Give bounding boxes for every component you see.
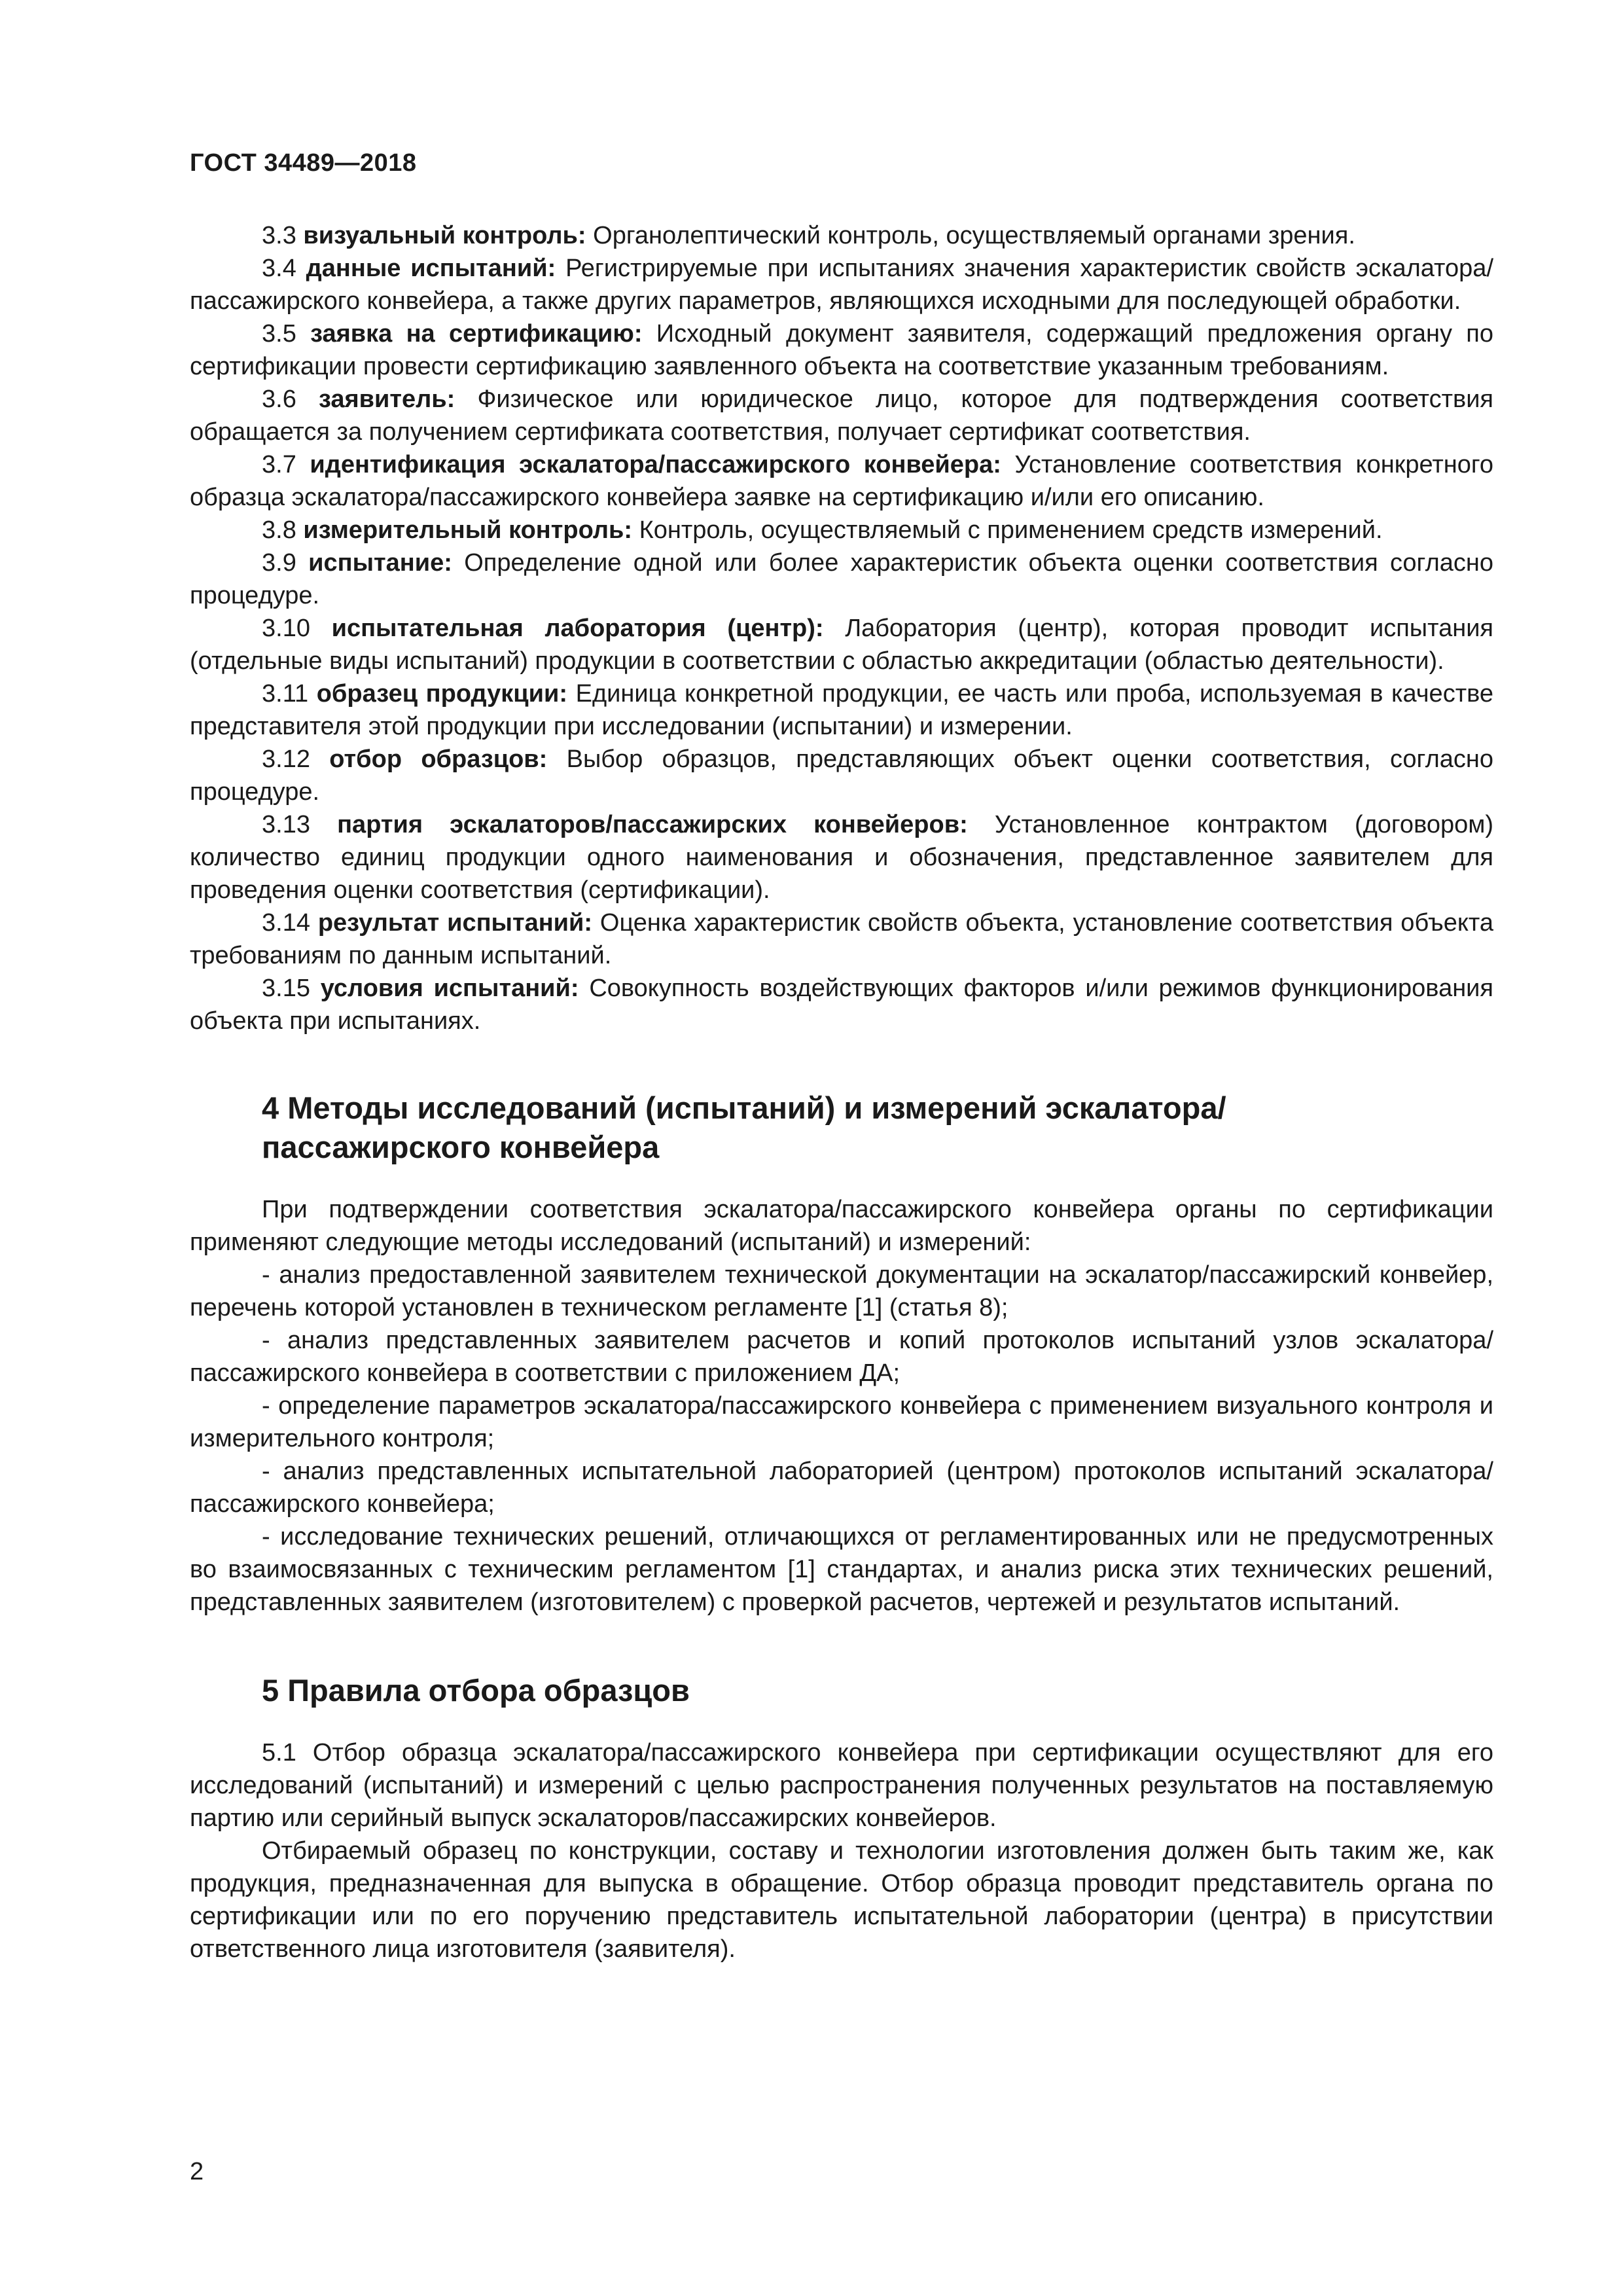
term-item: 3.15 условия испытаний: Совокупность воздействующих факторов и/или режимов функционирования объекта при испытаниях. — [190, 975, 1493, 1035]
term-definition: Определение одной или более характеристик объекта оценки соответствия согласно процедуре. — [190, 549, 1493, 609]
term-item: 3.9 испытание: Определение одной или более характеристик объекта оценки соответствия согласно процедуре. — [190, 549, 1493, 609]
section-5-heading: 5 Правила отбора образцов — [262, 1673, 690, 1708]
term-title: измерительный контроль: — [303, 516, 632, 544]
term-definition: Оценка характеристик свойств объекта, установление соответствия объекта требованиям по данным испытаний. — [190, 909, 1493, 969]
list-item: - определение параметров эскалатора/пассажирского конвейера с применением визуального контроля и измерительного контроля; — [190, 1392, 1493, 1452]
term-title: заявитель: — [318, 386, 455, 413]
term-item: 3.13 партия эскалаторов/пассажирских конвейеров: Установленное контрактом (договором) количество единиц продукции одного наименования и обозначения, представленное заявителем для проведения оценки соответствия (сертификации). — [190, 811, 1494, 904]
term-item: 3.5 заявка на сертификацию: Исходный документ заявителя, содержащий предложения органу по сертификации провести сертификацию заявленного объекта на соответствие указанным требованиям. — [190, 320, 1493, 380]
term-title: идентификация эскалатора/пассажирского конвейера: — [310, 451, 1001, 478]
term-definition: Исходный документ заявителя, содержащий предложения органу по сертификации провести сертификацию заявленного объекта на соответствие указанным требованиям. — [190, 320, 1493, 380]
section-5-paragraph: Отбираемый образец по конструкции, составу и технологии изготовления должен быть таким же, как продукция, предназначенная для выпуска в обращение. Отбор образца проводит представитель органа по сертификации или по его поручению представитель испытательной лаборатории (центра) в присутствии ответственного лица изготовителя (заявителя). — [190, 1837, 1493, 1963]
term-definition: Регистрируемые при испытаниях значения характеристик свойств эскалатора/пассажирского конвейера, а также других параметров, являющихся исходными для последующей обработки. — [190, 255, 1493, 315]
document-header: ГОСТ 34489—2018 — [190, 149, 417, 177]
term-item: 3.14 результат испытаний: Оценка характеристик свойств объекта, установление соответствия объекта требованиям по данным испытаний. — [190, 909, 1493, 969]
term-title: визуальный контроль: — [303, 222, 586, 249]
page-number: 2 — [190, 2158, 204, 2185]
term-title: образец продукции: — [316, 680, 568, 708]
document-body — [190, 219, 1493, 1965]
term-item: 3.6 заявитель: Физическое или юридическое лицо, которое для подтверждения соответствия обращается за получением сертификата соответствия, получает сертификат соответствия. — [190, 386, 1493, 446]
term-item: 3.11 образец продукции: Единица конкретной продукции, ее часть или проба, используемая в качестве представителя этой продукции при исследовании (испытании) и измерении. — [190, 680, 1493, 740]
term-item: 3.7 идентификация эскалатора/пассажирского конвейера: Установление соответствия конкретного образца эскалатора/пассажирского конвейера заявке на сертификацию и/или его описанию. — [190, 451, 1494, 511]
section-4-heading: 4 Методы исследований (испытаний) и измерений эскалатора/ пассажирского конвейера — [262, 1090, 1226, 1164]
term-title: результат испытаний: — [317, 909, 593, 937]
term-definition: Физическое или юридическое лицо, которое для подтверждения соответствия обращается за получением сертификата соответствия, получает сертификат соответствия. — [190, 386, 1493, 446]
term-title: условия испытаний: — [320, 975, 579, 1002]
term-title: испытание: — [308, 549, 452, 577]
term-item: 3.8 измерительный контроль: Контроль, осуществляемый с применением средств измерений. — [262, 516, 1383, 544]
term-title: отбор образцов: — [329, 745, 548, 773]
term-definition: Органолептический контроль, осуществляемый органами зрения. — [593, 222, 1355, 249]
list-item: - анализ предоставленной заявителем технической документации на эскалатор/пассажирский конвейер, перечень которой установлен в техническом регламенте [1] (статья 8); — [190, 1261, 1493, 1321]
term-item: 3.3 визуальный контроль: Органолептический контроль, осуществляемый органами зрения. — [262, 222, 1355, 249]
term-definition: Установленное контрактом (договором) количество единиц продукции одного наименования и обозначения, представленное заявителем для проведения оценки соответствия (сертификации). — [190, 811, 1494, 904]
term-title: испытательная лаборатория (центр): — [331, 615, 824, 642]
term-item: 3.10 испытательная лаборатория (центр): Лаборатория (центр), которая проводит испытания (отдельные виды испытаний) продукции в соответствии с областью аккредитации (областью деятельности). — [190, 615, 1494, 675]
term-title: заявка на сертификацию: — [310, 320, 643, 348]
term-item: 3.4 данные испытаний: Регистрируемые при испытаниях значения характеристик свойств эскалатора/пассажирского конвейера, а также других параметров, являющихся исходными для последующей обработки. — [190, 255, 1493, 315]
list-item: - исследование технических решений, отличающихся от регламентированных или не предусмотренных во взаимосвязанных с техническим регламентом [1] стандартах, и анализ риска этих технических решений, представленных заявителем (изготовителем) с проверкой расчетов, чертежей и результатов испытаний. — [190, 1523, 1493, 1616]
term-definition: Совокупность воздействующих факторов и/или режимов функционирования объекта при испытаниях. — [190, 975, 1493, 1035]
section-5-paragraph: 5.1 Отбор образца эскалатора/пассажирского конвейера при сертификации осуществляют для его исследований (испытаний) и измерений с целью распространения полученных результатов на поставляемую партию или серийный выпуск эскалаторов/пассажирских конвейеров. — [190, 1739, 1493, 1832]
term-title: партия эскалаторов/пассажирских конвейеров: — [337, 811, 968, 838]
term-title: данные испытаний: — [306, 255, 556, 282]
section-4-intro: При подтверждении соответствия эскалатора/пассажирского конвейера органы по сертификации применяют следующие методы исследований (испытаний) и измерений: — [190, 1196, 1493, 1256]
list-item: - анализ представленных испытательной лабораторией (центром) протоколов испытаний эскалатора/пассажирского конвейера; — [190, 1458, 1493, 1518]
term-definition: Установление соответствия конкретного образца эскалатора/пассажирского конвейера заявке на сертификацию и/или его описанию. — [190, 451, 1494, 511]
term-item: 3.12 отбор образцов: Выбор образцов, представляющих объект оценки соответствия, согласно процедуре. — [190, 745, 1493, 806]
terms-list — [190, 219, 1493, 1037]
term-definition: Единица конкретной продукции, ее часть или проба, используемая в качестве представителя этой продукции при исследовании (испытании) и измерении. — [190, 680, 1493, 740]
term-definition: Выбор образцов, представляющих объект оценки соответствия, согласно процедуре. — [190, 745, 1493, 806]
term-definition: Лаборатория (центр), которая проводит испытания (отдельные виды испытаний) продукции в соответствии с областью аккредитации (областью деятельности). — [190, 615, 1494, 675]
term-definition: Контроль, осуществляемый с применением средств измерений. — [639, 516, 1383, 544]
list-item: - анализ представленных заявителем расчетов и копий протоколов испытаний узлов эскалатора/пассажирского конвейера в соответствии с приложением ДА; — [190, 1327, 1493, 1387]
